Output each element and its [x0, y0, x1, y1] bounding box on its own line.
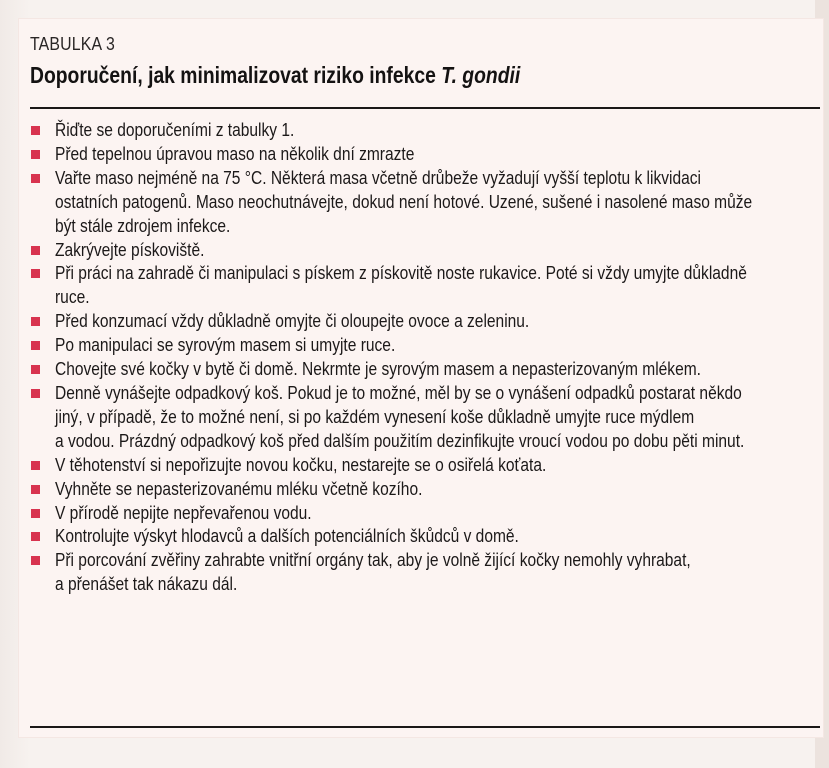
list-item-line: ruce. [55, 286, 90, 308]
list-item-line: Vyhněte se nepasterizovanému mléku včetně kozího. [55, 477, 423, 499]
square-bullet-icon [31, 389, 40, 398]
square-bullet-icon [31, 126, 40, 135]
list-item-line: Před tepelnou úpravou maso na několik dní zmrazte [55, 142, 415, 164]
list-item [30, 357, 829, 381]
square-bullet-icon [31, 365, 40, 374]
square-bullet-icon [31, 174, 40, 183]
list-item [30, 261, 829, 309]
table-box [18, 18, 824, 738]
list-item-line: Po manipulaci se syrovým masem si umyjte ruce. [55, 334, 396, 356]
list-item [30, 381, 829, 453]
list-item [30, 524, 829, 548]
square-bullet-icon [31, 532, 40, 541]
list-item-line: ostatních patogenů. Maso neochutnávejte, dokud není hotové. Uzené, sušené i nasolené maso může [55, 190, 753, 212]
list-item [30, 548, 829, 596]
list-item-line: být stále zdrojem infekce. [55, 214, 231, 236]
list-item-line: Vařte maso nejméně na 75 °C. Některá masa včetně drůbeže vyžadují vyšší teplotu k likvidaci [55, 166, 701, 188]
square-bullet-icon [31, 150, 40, 159]
list-item [30, 309, 829, 333]
list-item [30, 453, 829, 477]
square-bullet-icon [31, 246, 40, 255]
top-rule [30, 107, 820, 109]
table-title [30, 62, 520, 89]
square-bullet-icon [31, 461, 40, 470]
list-item-line: Zakrývejte pískoviště. [55, 238, 205, 260]
table-title-italic: T. gondii [441, 62, 521, 88]
list-item [30, 166, 829, 238]
list-item-line: a vodou. Prázdný odpadkový koš před dalším použitím dezinfikujte vroucí vodou po dobu pěti minut. [55, 429, 745, 451]
list-item-line: Při práci na zahradě či manipulaci s pískem z pískovitě noste rukavice. Poté si vždy umyjte důkladně [55, 262, 747, 284]
list-item-line: a přenášet tak nákazu dál. [55, 573, 238, 595]
list-item-line: V přírodě nepijte nepřevařenou vodu. [55, 501, 312, 523]
list-item [30, 501, 829, 525]
list-item-line: Chovejte své kočky v bytě či domě. Nekrmte je syrovým masem a nepasterizovaným mlékem. [55, 358, 701, 380]
square-bullet-icon [31, 269, 40, 278]
list-item [30, 333, 829, 357]
square-bullet-icon [31, 317, 40, 326]
list-item [30, 142, 829, 166]
list-item-line: Řiďte se doporučeními z tabulky 1. [55, 119, 295, 140]
list-item-line: Při porcování zvěřiny zahrabte vnitřní orgány tak, aby je volně žijící kočky nemohly vyhrabat, [55, 549, 691, 571]
square-bullet-icon [31, 341, 40, 350]
list-item-line: jiný, v případě, že to možné není, si po každém vynesení koše důkladně umyjte ruce mýdlem [55, 405, 695, 427]
list-item-line: V těhotenství si nepořizujte novou kočku, nestarejte se o osiřelá koťata. [55, 453, 547, 475]
list-item-line: Před konzumací vždy důkladně omyjte či oloupejte ovoce a zeleninu. [55, 310, 530, 332]
list-item [30, 477, 829, 501]
list-item-line: Kontrolujte výskyt hlodavců a dalších potenciálních škůdců v domě. [55, 525, 519, 547]
square-bullet-icon [31, 556, 40, 565]
table-label: TABULKA 3 [30, 34, 115, 54]
square-bullet-icon [31, 485, 40, 494]
recommendation-list [30, 118, 829, 596]
list-item [30, 118, 829, 142]
square-bullet-icon [31, 509, 40, 518]
bottom-rule [30, 726, 820, 728]
table-title-main: Doporučení, jak minimalizovat riziko infekce [30, 62, 442, 88]
list-item-line: Denně vynášejte odpadkový koš. Pokud je to možné, měl by se o vynášení odpadků postarat někdo [55, 381, 742, 403]
list-item [30, 238, 829, 262]
